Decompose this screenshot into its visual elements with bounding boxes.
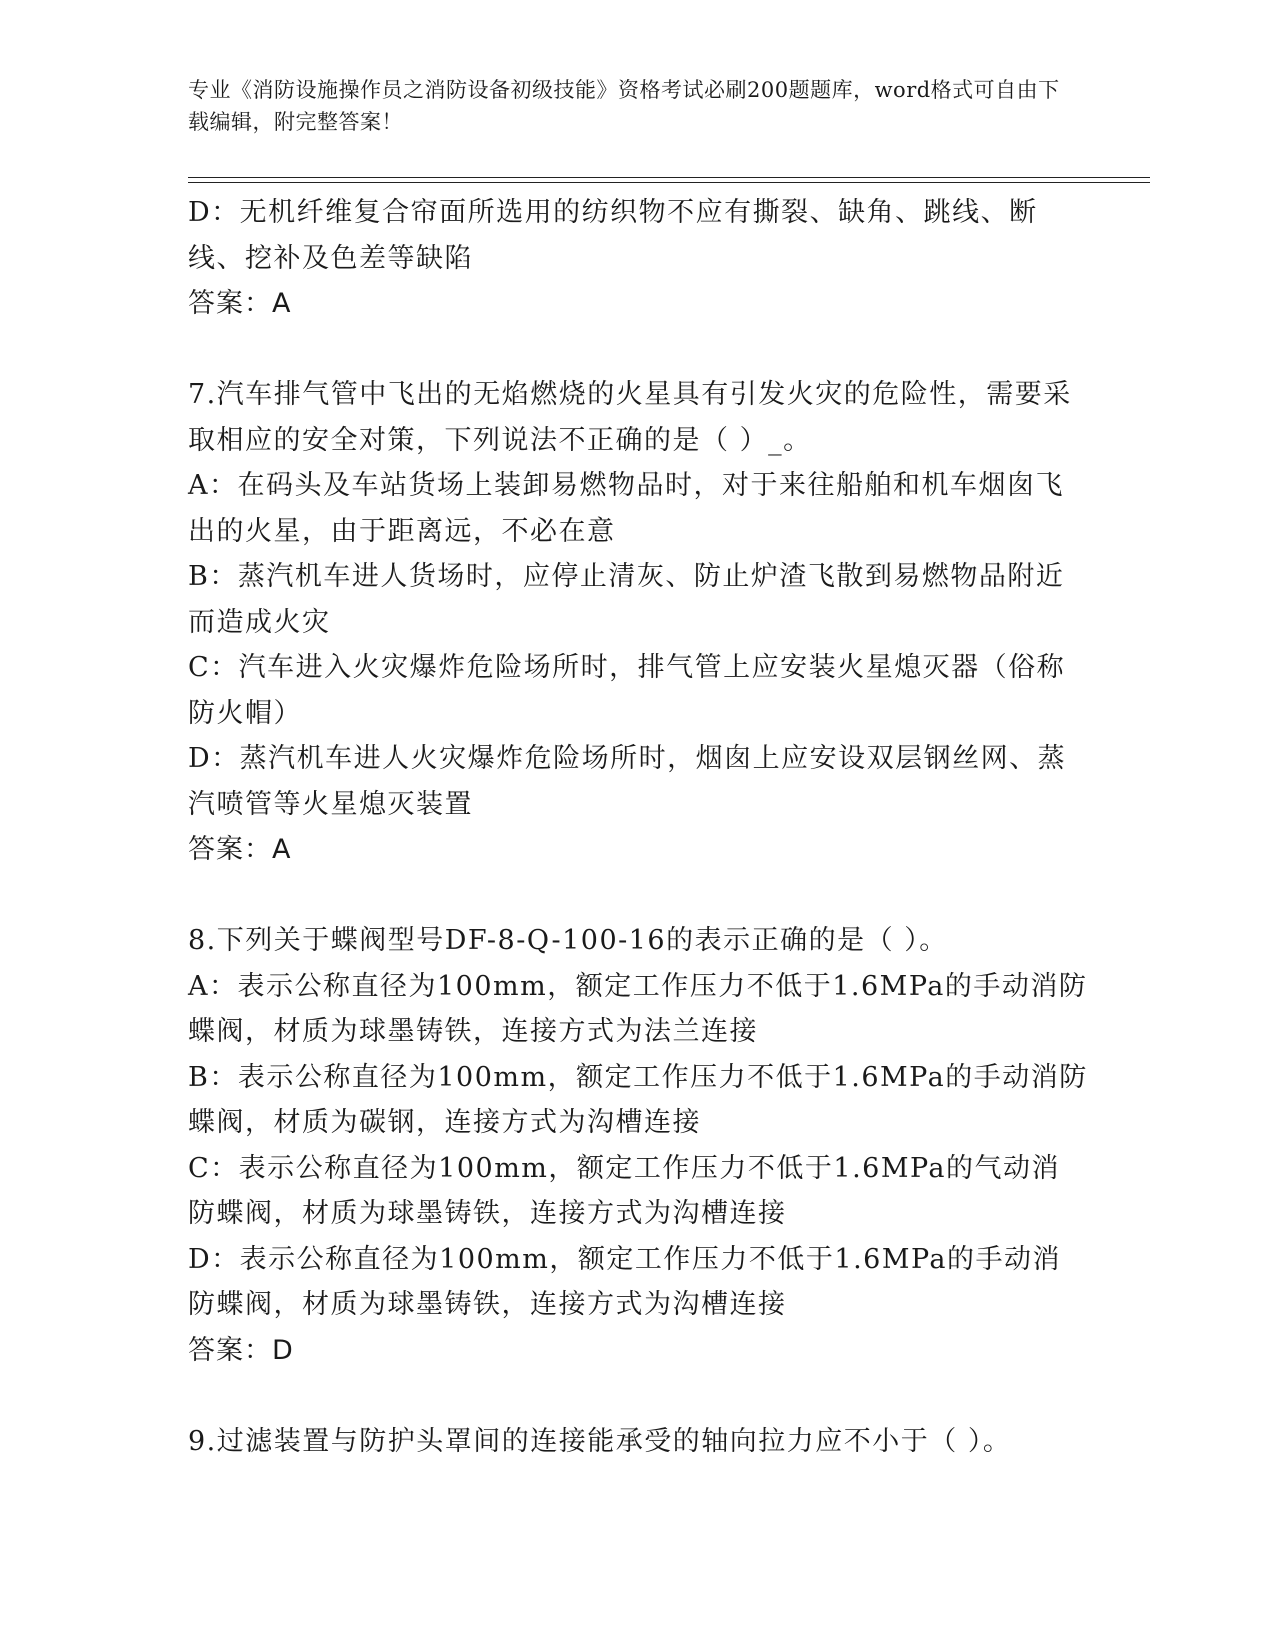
document-header: [188, 74, 1068, 138]
answer: 答案：A: [188, 834, 292, 865]
question-stem: 8.下列关于蝶阀型号DF-8-Q-100-16的表示正确的是（ ）。: [188, 925, 948, 956]
question-stem: 9.过滤装置与防护头罩间的连接能承受的轴向拉力应不小于（ ）。: [188, 1425, 1012, 1457]
header-title: 专业《消防设施操作员之消防设备初级技能》资格考试必刷200题题库，word格式可自由下载编辑，附完整答案！: [188, 78, 1060, 134]
option-c: C：表示公称直径为100mm，额定工作压力不低于1.6MPa的气动消防蝶阀，材质为球墨铸铁，连接方式为沟槽连接: [188, 1152, 1061, 1229]
spacer: [188, 873, 1088, 919]
question-stem: 7.汽车排气管中飞出的无焰燃烧的火星具有引发火灾的危险性，需要采取相应的安全对策，下列说法不正确的是（ ）_。: [188, 379, 1072, 456]
spacer: [188, 327, 1088, 373]
option-d: D：蒸汽机车进人火灾爆炸危险场所时，烟囱上应安设双层钢丝网、蒸汽喷管等火星熄灭装置: [188, 743, 1067, 820]
option-d: D：无机纤维复合帘面所选用的纺织物不应有撕裂、缺角、跳线、断线、挖补及色差等缺陷: [188, 197, 1038, 274]
question-9: [188, 1419, 1088, 1465]
option-a: A：在码头及车站货场上装卸易燃物品时，对于来往船舶和机车烟囱飞出的火星，由于距离远，不必在意: [188, 470, 1064, 547]
option-c: C：汽车进入火灾爆炸危险场所时，排气管上应安装火星熄灭器（俗称防火帽）: [188, 652, 1066, 729]
option-b: B：表示公称直径为100mm，额定工作压力不低于1.6MPa的手动消防蝶阀，材质为碳钢，连接方式为沟槽连接: [188, 1061, 1088, 1138]
option-d: D：表示公称直径为100mm，额定工作压力不低于1.6MPa的手动消防蝶阀，材质为球墨铸铁，连接方式为沟槽连接: [188, 1243, 1062, 1320]
spacer: [188, 1373, 1088, 1419]
question-body: [188, 190, 1088, 1464]
answer: 答案：A: [188, 288, 292, 319]
question-8: [188, 918, 1088, 1373]
question-7: [188, 372, 1088, 873]
option-a: A：表示公称直径为100mm，额定工作压力不低于1.6MPa的手动消防蝶阀，材质为球墨铸铁，连接方式为法兰连接: [188, 970, 1088, 1047]
answer: 答案：D: [188, 1334, 294, 1366]
option-b: B：蒸汽机车进人货场时，应停止清灰、防止炉渣飞散到易燃物品附近而造成火灾: [188, 561, 1065, 638]
header-rule-bottom: [188, 182, 1150, 183]
header-rule-top: [188, 177, 1150, 178]
